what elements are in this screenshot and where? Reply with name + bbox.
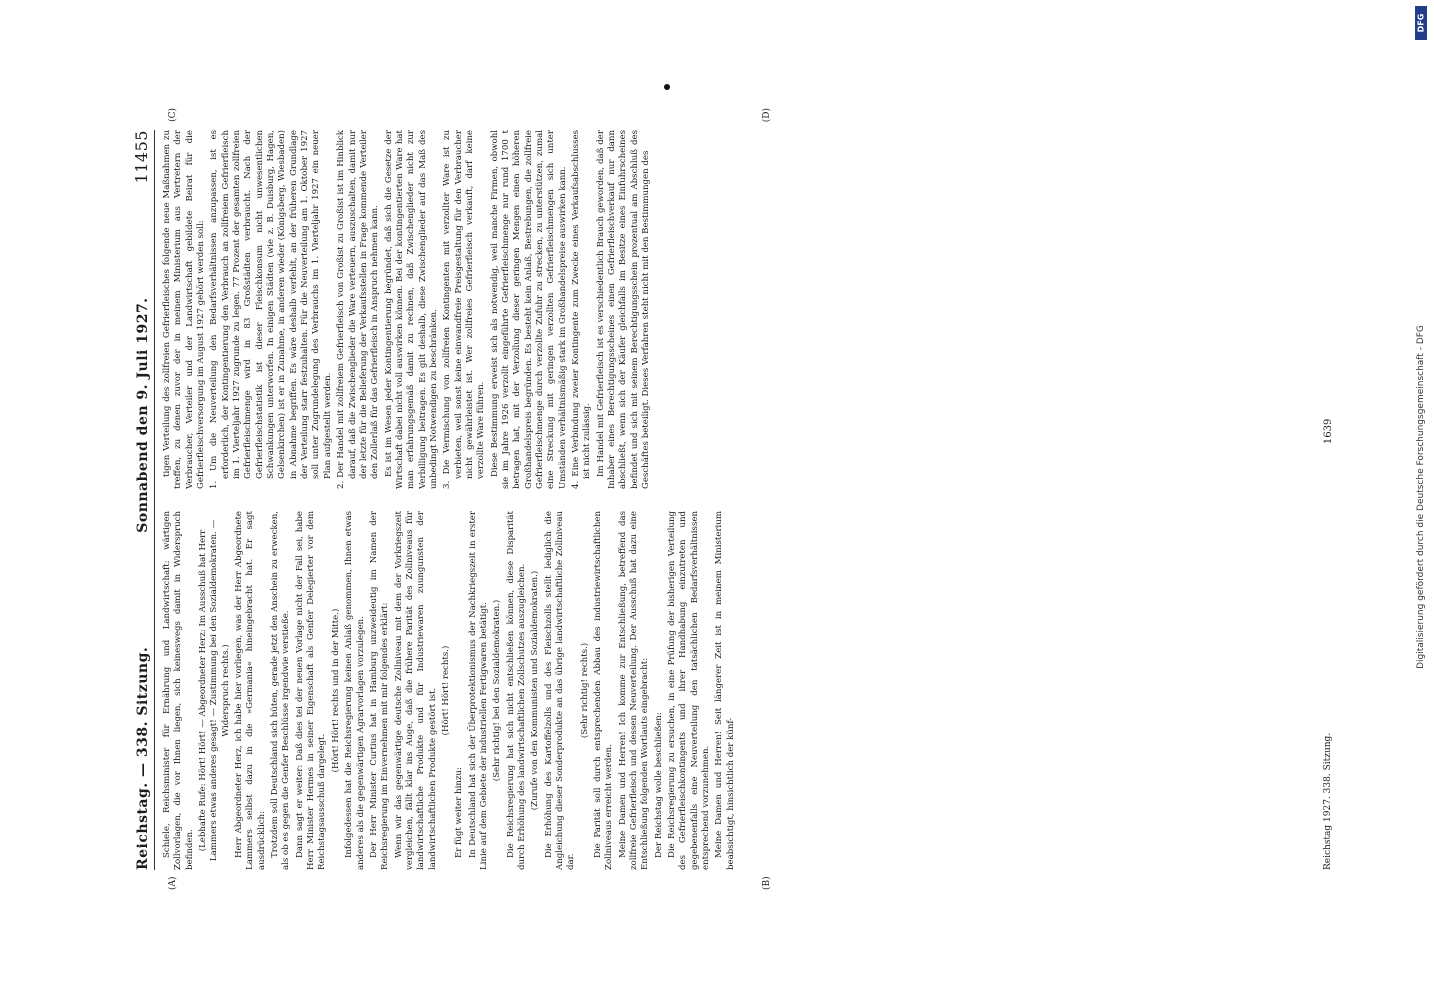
margin-mark-c: (C) (168, 108, 178, 122)
right-column-paragraph: 1. Um die Neuverteilung den Bedarfsverhältnissen anzupassen, ist es erforderlich, der Kontingentierung den Verbrauch an zollfreiem Gefrierfleisch im 1. Vierteljahr 1927 zugrunde zu legen. 77 Prozent der gesamten zollfreien Gefrierfleischmenge wird in 83 Großstädten verbraucht. Nach der Gefrierfleischstatistik ist dieser Fleischkonsum nicht unwesentlichen Schwankungen unterworfen. In einigen Städten (wie z. B. Duisburg, Hagen, Gelsenkirchen) ist er in Zunahme, in anderen wieder (Königsberg, Wiesbaden) in Abnahme begriffen. Es wäre deshalb verfehlt, an der früheren Grundlage der Verteilung starr festzuhalten. Für die Neuverteilung am 1. Oktober 1927 soll unter Zugrundelegung des Verbrauchs im 1. Vierteljahr 1927 ein neuer Plan aufgestellt werden. (209, 130, 333, 489)
left-column (162, 511, 1312, 870)
left-column-paragraph: (Sehr richtig! bei den Sozialdemokraten.) (492, 599, 503, 782)
dfg-logo: DFG (1415, 6, 1427, 40)
left-column-paragraph: Infolgedessen hat die Reichsregierung keinen Anlaß genommen, Ihnen etwas anderes als die gegenwärtigen Agrarvorlagen vorzulegen. (344, 511, 366, 870)
left-column-paragraph: Die Reichsregierung zu ersuchen, in eine Prüfung der bisherigen Verteilung des Gefrierfleischkontingents und ihrer Handhabung einzutreten und gegebenenfalls eine Neuverteilung den tatsächlichen Bedarfsverhältnissen entsprechend vorzunehmen. (667, 511, 712, 870)
left-column-paragraph: (Zurufe von den Kommunisten und Sozialdemokraten.) (530, 570, 541, 811)
right-column-paragraph: Es ist im Wesen jeder Kontingentierung begründet, daß sich die Gesetze der Wirtschaft dabei nicht voll auswirken können. Bei der kontingentierten Ware hat man erfahrungsgemäß damit zu rechnen, daß Zwischenglieder nicht zur Verbilligung beitragen. Es gilt deshalb, diese Zwischenglieder auf das Maß des unbedingt Notwendigen zu beschränken. (383, 130, 439, 489)
document-page (72, 60, 1362, 940)
page-header (132, 130, 155, 870)
margin-mark-d: (D) (762, 108, 772, 123)
ink-spot (664, 84, 670, 90)
left-column-paragraph: Die Parität soll durch entsprechenden Abbau des industriewirtschaftlichen Zollniveaus erreicht werden. (593, 511, 615, 870)
right-column-paragraph: 3. Die Vermischung von zollfreien Kontingenten mit verzollter Ware ist zu verbieten, weil sonst keine einwandfreie Preisgestaltung für den Verbraucher nicht gewährleistet ist. Wer zollfreies Gefrierfleisch verkauft, darf keine verzollte Ware führen. (442, 130, 487, 489)
left-column-paragraph: Dann sagt er weiter: Daß dies tei der neuen Vorlage nicht der Fall sei, habe Herr Minister Hermes in seiner Eigenschaft als Genfer Delegierter vor dem Reichstagsausschuß dargelegt. (294, 511, 328, 870)
margin-mark-b: (B) (762, 876, 772, 890)
text-columns (162, 130, 1312, 870)
left-column-paragraph: Meine Damen und Herren! Seit längerer Zeit ist in meinem Ministerium beabsichtigt, hinsichtlich der künf- (714, 511, 736, 870)
left-column-paragraph: Er fügt weiter hinzu: (454, 767, 465, 858)
header-date: Sonnabend den 9. Juli 1927. (135, 297, 151, 533)
left-column-paragraph: (Lebhafte Rufe: Hört! Hört! — Abgeordneter Herz: Im Ausschuß hat Herr Lammers etwas anderes gesagt! — Zustimmung bei den Sozialdemokraten. — Widerspruch rechts.) (198, 519, 231, 862)
left-column-paragraph: Schiele, Reichsminister für Ernährung und Landwirtschaft: wärtigen Zollvorlagen, die vor Ihnen liegen, sich keineswegs damit in Widerspruch befinden. (162, 511, 195, 870)
left-column-paragraph: Die Reichsregierung hat sich nicht entschließen können, diese Disparität durch Erhöhung des landwirtschaftlichen Zollschutzes auszugleichen. (505, 511, 527, 870)
footer-number: 1639 (1323, 418, 1334, 445)
left-column-paragraph: In Deutschland hat sich der Überprotektionismus der Nachkriegszeit in erster Linie auf dem Gebiete der industriellen Fertigwaren betätigt. (467, 511, 489, 870)
digitization-note-text: Digitalisierung gefördert durch die Deutsche Forschungsgemeinschaft - DFG (1416, 325, 1426, 669)
left-column-paragraph: Die Erhöhung des Kartoffelzolls und des Fleischzolls stellt lediglich die Angleichung dieser Sonderprodukte an das übrige landwirtschaftliche Zollniveau dar. (543, 511, 577, 870)
right-column-paragraph: 4. Eine Verbindung zweier Kontingente zum Zwecke eines Verkaufsabschlusses ist nicht zulässig. (571, 130, 593, 489)
header-left: Reichstag. — 338. Sitzung. (135, 646, 151, 870)
left-column-paragraph: Meine Damen und Herren! Ich komme zur Entschließung, betreffend das zollfreie Gefrierfleisch und dessen Neuverteilung. Der Ausschuß hat dazu eine Entschließung folgenden Wortlauts eingebracht: (617, 511, 651, 870)
left-column-paragraph: Der Herr Minister Curtius hat in Hamburg unzweideutig im Namen der Reichsregierung im Einvernehmen mit mir folgendes erklärt: (368, 511, 391, 870)
right-column-paragraph: 2. Der Handel mit zollfreiem Gefrierfleisch von Großist zu Großist ist im Hinblick darauf, daß die Zwischenglieder die Ware verteuern, auszuschalten, damit nur der letzte für die Belieferung der Verkaufsstellen in Frage kommende Verteiler den Zollerlaß für das Gefrierfleisch in Anspruch nehmen kann. (336, 130, 381, 489)
page-footer (1323, 130, 1334, 870)
left-column-paragraph: (Hört! Hört! rechts.) (440, 645, 451, 736)
left-column-paragraph: Der Reichstag wolle beschließen: (653, 712, 664, 858)
left-column-paragraph: Trotzdem soll Deutschland sich hüten, gerade jetzt den Anschein zu erwecken, als ob es gegen die Genfer Beschlüsse irgendwie verstieße. (270, 511, 292, 870)
footer-left: Reichstag 1927. 338. Sitzung. (1323, 732, 1333, 870)
right-column-paragraph: Im Handel mit Gefrierfleisch ist es verschiedentlich Brauch geworden, daß der Inhaber eines Berechtigungsscheines einen Gefrierfleischverkauf nur dann abschließt, wenn sich der Käufer gleichfalls im Besitze eines Einfuhrscheines befindet und sich mit seinem Berechtigungsschein prozentual am Abschluß des Geschäftes beteiligt. Dieses Verfahren steht nicht mit den Bestimmungen des (595, 130, 652, 489)
right-column (162, 130, 1312, 489)
left-column-paragraph: (Hört! Hört! rechts und in der Mitte.) (330, 608, 341, 773)
right-column-paragraph: tigen Verteilung des zollfreien Gefrierfleisches folgende neue Maßnahmen zu treffen, zu denen zuvor der in meinem Ministerium aus Vertretern der Verbraucher, Verteiler und der Landwirtschaft gebildete Beirat für die Gefrierfleischversorgung im August 1927 gehört werden soll: (162, 130, 207, 489)
page-number: 11455 (132, 130, 151, 184)
left-column-paragraph: Wenn wir das gegenwärtige deutsche Zollniveau mit dem der Vorkriegszeit vergleichen, fällt klar ins Auge, daß die frühere Parität des Zollniveaus für landwirtschaftliche Produkte und für Industriewaren zuungunsten der landwirtschaftlichen Produkte gestört ist. (393, 511, 438, 870)
digitization-note (1414, 12, 1428, 982)
left-column-paragraph: (Sehr richtig! rechts.) (579, 642, 590, 739)
left-column-paragraph: Herr Abgeordneter Herz, ich habe hier vorliegen, was der Herr Abgeordnete Lammers selbst dazu in die »Germania« hineingebracht hat. Er sagt ausdrücklich: (234, 511, 267, 870)
margin-mark-a: (A) (168, 876, 178, 890)
right-column-paragraph: Diese Bestimmung erweist sich als notwendig, weil manche Firmen, obwohl sie im Jahre 1926 verzollt eingeführte Gefrierfleischmenge nur rund 1700 t betragen hat, mit der Verzollung dieser geringen Mengen einen höheren Großhandelspreis begründen. Es besteht kein Anlaß, Bestrebungen, die zollfreie Gefrierfleischmenge durch verzollte Zufuhr zu strecken, zu unterstützen, zumal eine Streckung mit geringen verzollten Gefrierfleischmengen sich unter Umständen verhältnismäßig stark im Großhandelspreise auswirken kann. (489, 130, 568, 489)
